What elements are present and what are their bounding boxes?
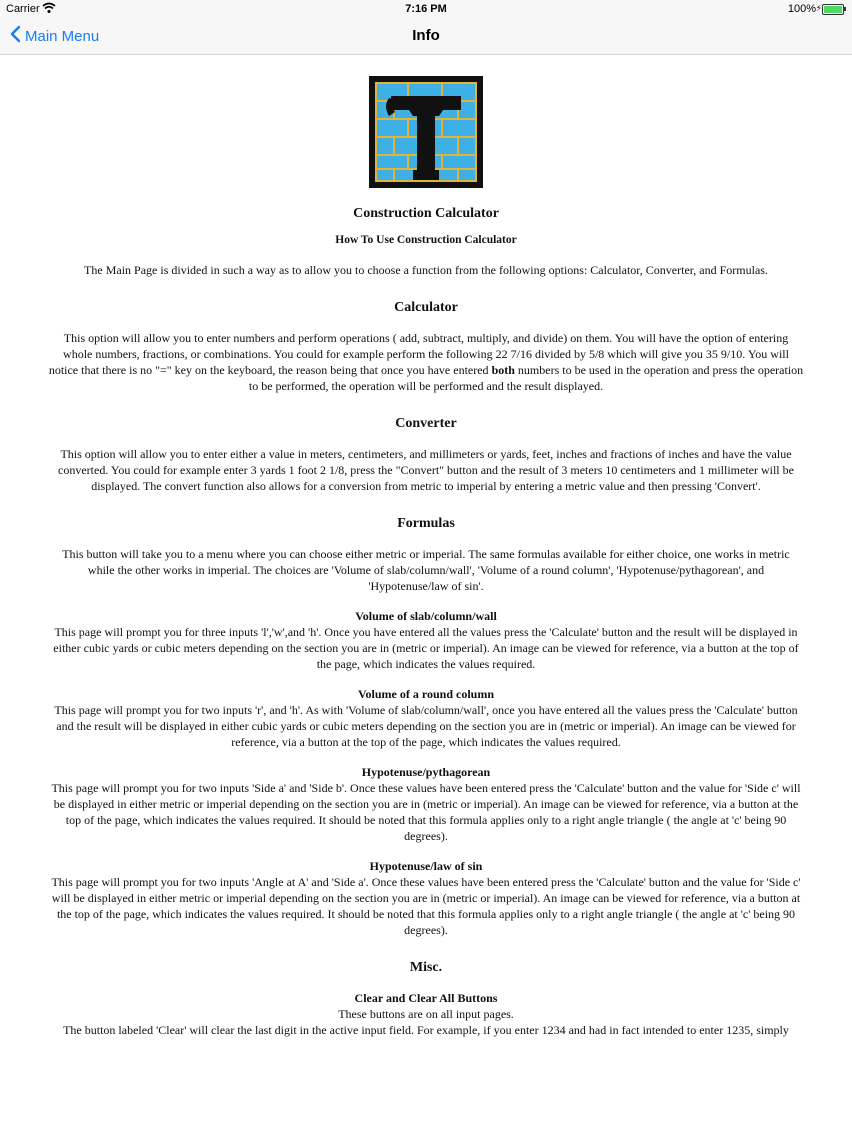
- charging-icon: ⚡: [815, 3, 822, 13]
- converter-paragraph: This option will allow you to enter either a value in meters, centimeters, and millimeters or yards, feet, inches and fractions of inches and have the value converted. You could for example enter 3 yards 1 foot 2 1/8, press the "Convert" button and the result of 3 meters 10 centimeters and 1 millimeter will be displayed. The convert function also allows for a conversion from metric to imperial by entering a metric value and then pressing 'Convert'.: [58, 447, 794, 493]
- converter-heading: Converter: [395, 416, 457, 431]
- info-content[interactable]: [48, 76, 804, 1094]
- intro-paragraph: The Main Page is divided in such a way as to allow you to choose a function from the following options: Calculator, Converter, and Formulas.: [84, 263, 768, 277]
- formula-title: Hypotenuse/law of sin: [369, 859, 483, 873]
- formula-description: This page will prompt you for two inputs 'Angle at A' and 'Side a'. Once these values have been entered press the 'Calculate' button and the value for 'Side c' will be displayed in either metric or imperial depending on the section you are in (metric or imperial). An image can be viewed for reference, via a button at the top of the page, which indicates the values required. It should be noted that this formula applies only to a right angle triangle ( the angle at 'c' being 90 degrees).: [51, 875, 801, 937]
- misc-heading: Misc.: [409, 960, 443, 975]
- formula-title: Volume of a round column: [357, 687, 495, 701]
- misc-item-text: These buttons are on all input pages.: [338, 1007, 514, 1021]
- formula-description: This page will prompt you for three inputs 'l','w',and 'h'. Once you have entered all the values press the 'Calculate' button and the result will be displayed in either cubic yards or cubic meters depending on the section you are in (metric or imperial). An image can be viewed for reference, via a button at the top of the page, which indicates the values required.: [53, 625, 799, 671]
- calculator-heading: Calculator: [394, 300, 458, 315]
- formula-description: This page will prompt you for two inputs 'r', and 'h'. As with 'Volume of slab/column/wall', once you have entered all the values press the 'Calculate' button and the result will be displayed in either cubic yards or cubic meters depending on the section you are in (metric or imperial). An image can be viewed for reference, via a button at the top of the page, which indicates the values required.: [54, 703, 798, 749]
- calculator-paragraph: This option will allow you to enter numbers and perform operations ( add, subtract, multiply, and divide) on them. You will have the option of entering whole numbers, fractions, or combinations. You could for example perform the following 22 7/16 divided by 5/8 which will give you 35 9/10. You will notice that there is no "=" key on the keyboard, the reason being that once you have entered both numbers to be used in the operation and press the operation to be performed, the operation will be performed and the result displayed.: [48, 331, 804, 393]
- formulas-paragraph: This button will take you to a menu where you can choose either metric or imperial. The same formulas available for either choice, one works in metric while the other works in imperial. The choices are 'Volume of slab/column/wall', 'Volume of a round column', 'Hypotenuse/pythagorean', and 'Hypotenuse/law of sin'.: [62, 547, 790, 593]
- formulas-heading: Formulas: [397, 516, 455, 531]
- subtitle: How To Use Construction Calculator: [335, 234, 517, 246]
- misc-cut-text: The button labeled 'Clear' will clear the last digit in the active input field. For example, if you enter 1234 and had in fact intended to enter 1235, simply: [63, 1023, 789, 1037]
- status-bar: [0, 0, 852, 18]
- formula-description: This page will prompt you for two inputs 'Side a' and 'Side b'. Once these values have been entered press the 'Calculate' button and the value for 'Side c' will be displayed in either metric or imperial depending on the section you are in (metric or imperial). An image can be viewed for reference, via a button at the top of the page, which indicates the values required. It should be noted that this formula applies only to a right angle triangle ( the angle at 'c' being 90 degrees).: [51, 781, 801, 843]
- app-title: Construction Calculator: [353, 206, 499, 221]
- misc-item-title: Clear and Clear All Buttons: [354, 991, 498, 1005]
- formula-title: Volume of slab/column/wall: [355, 609, 497, 623]
- back-button-label: Main Menu: [25, 27, 100, 45]
- carrier-label: Carrier: [6, 3, 40, 15]
- status-time: 7:16 PM: [405, 3, 447, 15]
- hammer-icon: [369, 76, 483, 188]
- battery-percent: 100%: [787, 3, 816, 15]
- battery-icon: [822, 4, 844, 15]
- page-title: Info: [412, 27, 440, 44]
- navigation-bar: [0, 18, 852, 55]
- formula-title: Hypotenuse/pythagorean: [361, 765, 491, 779]
